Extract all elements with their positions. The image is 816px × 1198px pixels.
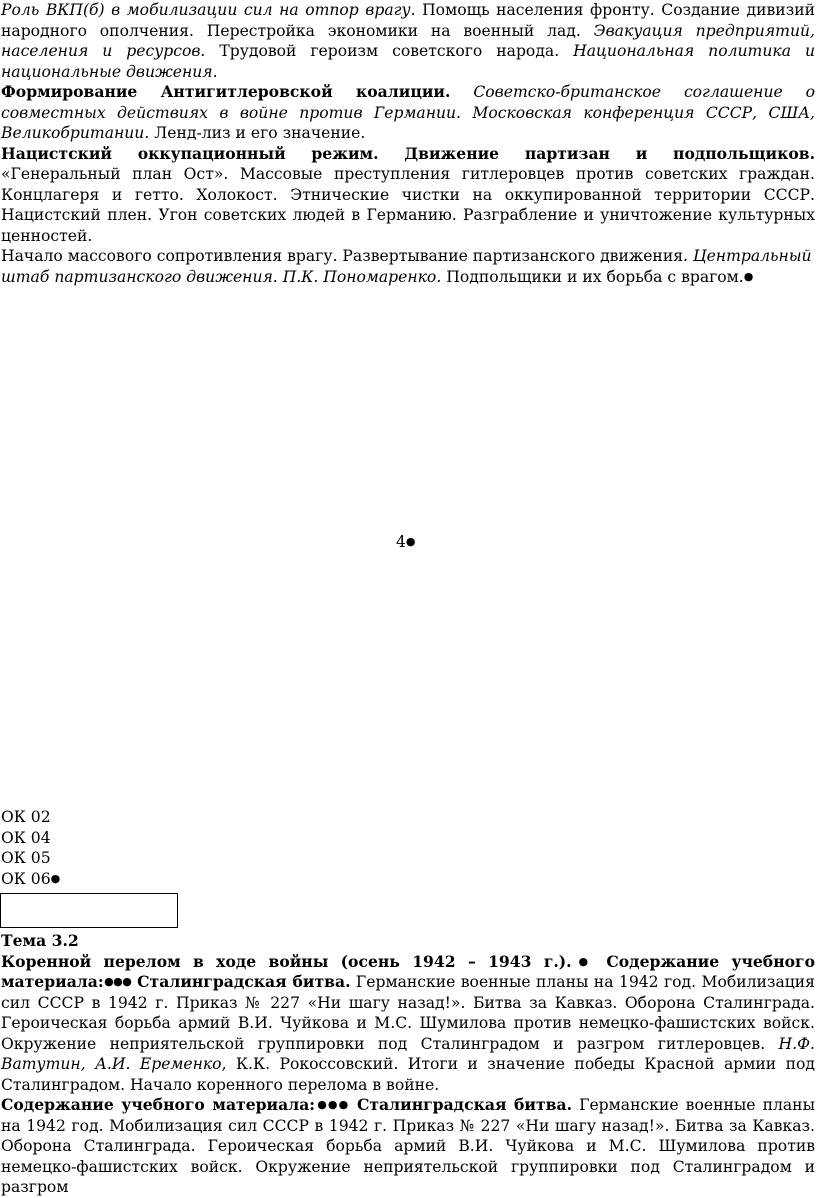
topic-heading: Коренной перелом в ходе войны (осень 1942 – 1943 г.).	[1, 951, 572, 971]
bold-heading: Формирование Антигитлеровской коалиции.	[1, 82, 451, 101]
competency-code: ОК 05	[1, 849, 51, 867]
body-text: .	[212, 62, 218, 81]
competency-code: ОК 02	[1, 808, 51, 826]
bullet-dot-icon: ●	[50, 871, 60, 885]
italic-text: Роль ВКП(б) в мобилизации сил на отпор врагу.	[1, 1, 416, 19]
italic-text: Национальная политика и национальные движения	[1, 42, 815, 81]
body-text: , К.К. Рокоссовский. Итоги и значение победы Красной армии под Сталинградом. Начало коренного перелома в войне.	[1, 1055, 815, 1094]
page-number-value: 4	[396, 533, 406, 551]
empty-table-cell	[0, 893, 178, 928]
italic-text: Советско-британское соглашение о совместных действиях в войне против Германии. Московская конференция СССР, США, Великобритании.	[1, 83, 816, 142]
competency-code-last	[1, 869, 301, 890]
body-text: Германские военные планы на 1942 год. Мобилизация сил СССР в 1942 г. Приказ № 227 «Ни шагу назад!». Битва за Кавказ. Оборона Сталинграда. Героическая борьба армий В.И. Чуйкова и М.С. Шумилова против немецко-фашистских войск. Окружение неприятельской группировки под Сталинградом и разгром	[1, 1096, 815, 1196]
body-text: Ленд-лиз и его значение.	[149, 124, 366, 142]
paragraph-party-mobilization	[1, 0, 816, 82]
space	[450, 83, 473, 101]
bold-heading: Сталинградская битва.	[131, 972, 351, 991]
italic-text: Н.Ф. Ватутин, А.И. Еременко	[1, 1034, 815, 1073]
top-text-block	[1, 0, 816, 287]
content-label: Содержание учебного материала:	[1, 951, 815, 991]
body-text: Германские военные планы на 1942 год. Мобилизация сил СССР в 1942 г. Приказ № 227 «Ни шагу назад!». Битва за Кавказ. Оборона Сталинграда. Героическая борьба армий В.И. Чуйкова и М.С. Шумилова против немецко-фашистских войск. Окружение неприятельской группировки под Сталинградом и разгром гитлеровцев.	[1, 973, 816, 1053]
competency-code: ОК 04	[1, 828, 51, 847]
bullet-dot-icon: ●	[743, 269, 753, 283]
body-text: Трудовой героизм советского народа.	[205, 42, 574, 60]
competency-codes	[1, 807, 301, 889]
bottom-text-block	[1, 931, 816, 1198]
paragraph-occupation	[1, 144, 816, 247]
bullet-dot-icon: ●	[571, 954, 595, 968]
body-text: Начало массового сопротивления врагу. Развертывание партизанского движения.	[1, 247, 693, 265]
paragraph-stalingrad-repeat	[1, 1095, 816, 1198]
italic-text: Эвакуация предприятий, населения и ресурсов.	[1, 21, 815, 60]
bullet-dot-icon: ●	[405, 535, 415, 548]
bullet-dots-icon: ●●●	[103, 975, 132, 988]
bullet-dots-icon: ●●●	[315, 1098, 350, 1111]
body-text: Помощь населения фронту. Создание дивизий народного ополчения. Перестройка экономики на военный лад.	[1, 1, 815, 40]
paragraph-turning-point	[1, 952, 816, 1096]
content-label: Содержание учебного материала:	[1, 1095, 316, 1114]
italic-text: Центральный штаб партизанского движения. П.К. Пономаренко.	[1, 247, 812, 286]
topic-number: Тема 3.2	[1, 931, 79, 950]
paragraph-coalition	[1, 82, 816, 144]
body-text: «Генеральный план Ост». Массовые преступления гитлеровцев против советских граждан. Концлагеря и гетто. Холокост. Этнические чистки на оккупированной территории СССР. Нацистский плен. Угон советских людей в Германию. Разграбление и уничтожение культурных ценностей.	[1, 165, 815, 245]
bold-heading: Нацистский оккупационный режим. Движение партизан и подпольщиков.	[1, 143, 815, 163]
body-text: Подпольщики и их борьба с врагом.	[441, 267, 744, 286]
paragraph-resistance	[1, 246, 816, 287]
page-number	[396, 532, 415, 553]
competency-code: ОК 06	[1, 869, 51, 888]
bold-heading: Сталинградская битва.	[349, 1095, 573, 1114]
